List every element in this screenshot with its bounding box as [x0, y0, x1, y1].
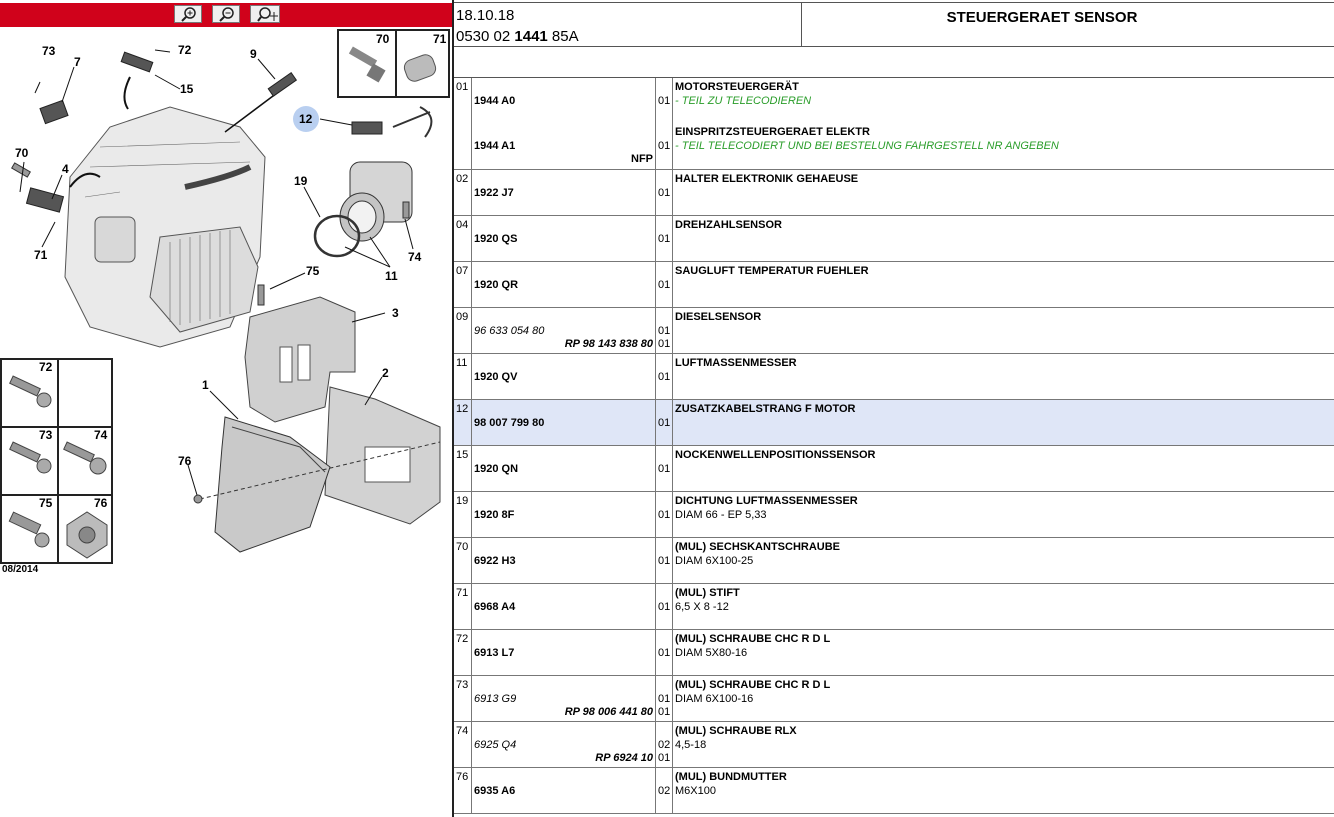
- cell-reference: [472, 308, 656, 353]
- cell-reference: [472, 676, 656, 721]
- part-quantity: 02: [658, 785, 671, 797]
- thumb-label-76: 76: [94, 496, 108, 510]
- part-description: MOTORSTEUERGERÄT: [675, 81, 799, 93]
- row-index: 02: [456, 173, 469, 185]
- cell-quantity: [656, 722, 673, 767]
- zoom-in-button[interactable]: [174, 5, 202, 23]
- thumb-label-71: 71: [433, 32, 447, 46]
- row-index: 04: [456, 219, 469, 231]
- replacement-reference: RP 98 143 838 80: [564, 338, 653, 350]
- cell-quantity: [656, 170, 673, 215]
- part-description: NOCKENWELLENPOSITIONSSENSOR: [675, 449, 876, 461]
- cell-reference: [472, 400, 656, 445]
- part-description: LUFTMASSENMESSER: [675, 357, 797, 369]
- cell-index: [454, 78, 472, 169]
- table-row[interactable]: [454, 262, 1334, 308]
- part-quantity: 01: [658, 417, 671, 429]
- header-reference: 0530 02 1441 85A: [456, 28, 579, 45]
- part-note: M6X100: [675, 785, 716, 797]
- row-index: 73: [456, 679, 469, 691]
- callout-9: 9: [250, 47, 257, 61]
- header-title-box: [802, 2, 1334, 47]
- cell-reference: [472, 492, 656, 537]
- part-description: ZUSATZKABELSTRANG F MOTOR: [675, 403, 856, 415]
- cell-reference: [472, 354, 656, 399]
- part-quantity: 01: [658, 509, 671, 521]
- cell-index: [454, 492, 472, 537]
- cell-description: [673, 676, 1334, 721]
- table-row[interactable]: [454, 722, 1334, 768]
- cell-reference: [472, 78, 656, 169]
- replacement-quantity: 01: [658, 752, 671, 764]
- cell-quantity: [656, 584, 673, 629]
- part-description: (MUL) BUNDMUTTER: [675, 771, 787, 783]
- cell-description: [673, 584, 1334, 629]
- parts-pane: [454, 0, 1334, 817]
- zoom-in-icon: [181, 7, 197, 22]
- part-quantity-alt: 01: [658, 140, 671, 152]
- thumb-label-75: 75: [39, 496, 53, 510]
- part-description: DIESELSENSOR: [675, 311, 762, 323]
- thumb-grid-screws: [0, 358, 113, 564]
- part-reference: 98 007 799 80: [474, 417, 545, 429]
- cell-quantity: [656, 216, 673, 261]
- cell-description: [673, 78, 1334, 169]
- part-note: - TEIL ZU TELECODIEREN: [675, 95, 812, 107]
- cell-quantity: [656, 676, 673, 721]
- part-quantity: 01: [658, 555, 671, 567]
- part-reference: 96 633 054 80: [474, 325, 545, 337]
- callout-12[interactable]: 12: [299, 112, 313, 126]
- part-quantity: 01: [658, 463, 671, 475]
- diagram-date: 08/2014: [2, 564, 39, 575]
- diagram-pane: [0, 0, 452, 817]
- part-description: (MUL) SCHRAUBE CHC R D L: [675, 633, 831, 645]
- zoom-pan-icon: [257, 7, 279, 22]
- cell-description: [673, 446, 1334, 491]
- thumb-label-72: 72: [39, 360, 53, 374]
- row-index: 70: [456, 541, 469, 553]
- callout-2: 2: [382, 366, 389, 380]
- cell-quantity: [656, 308, 673, 353]
- part-note: 4,5-18: [675, 739, 707, 751]
- header-date: 18.10.18: [456, 7, 515, 24]
- replacement-quantity: 01: [658, 338, 671, 350]
- part-note: DIAM 6X100-16: [675, 693, 754, 705]
- cell-description: [673, 354, 1334, 399]
- callout-76: 76: [178, 454, 192, 468]
- part-quantity: 01: [658, 647, 671, 659]
- thumb-label-74: 74: [94, 428, 108, 442]
- callout-1: 1: [202, 378, 209, 392]
- part-reference: 1920 QS: [474, 233, 518, 245]
- cell-index: [454, 170, 472, 215]
- cell-index: [454, 768, 472, 813]
- part-description: (MUL) SECHSKANTSCHRAUBE: [675, 541, 840, 553]
- part-reference-alt: 1944 A1: [474, 140, 516, 152]
- table-row[interactable]: [454, 538, 1334, 584]
- cell-description: [673, 262, 1334, 307]
- cell-reference: [472, 768, 656, 813]
- part-description: (MUL) SCHRAUBE RLX: [675, 725, 797, 737]
- cell-description: [673, 400, 1334, 445]
- part-quantity: 01: [658, 233, 671, 245]
- cell-reference: [472, 584, 656, 629]
- part-quantity: 01: [658, 371, 671, 383]
- row-index: 72: [456, 633, 469, 645]
- cell-description: [673, 216, 1334, 261]
- cell-reference: [472, 170, 656, 215]
- cell-quantity: [656, 262, 673, 307]
- cell-index: [454, 216, 472, 261]
- callout-73: 73: [42, 44, 56, 58]
- thumb-label-70: 70: [376, 32, 390, 46]
- nfp-flag: NFP: [631, 153, 653, 165]
- cell-quantity: [656, 492, 673, 537]
- part-reference: 1920 8F: [474, 509, 515, 521]
- cell-description: [673, 722, 1334, 767]
- table-row[interactable]: [454, 78, 1334, 170]
- part-quantity: 01: [658, 187, 671, 199]
- table-row[interactable]: [454, 216, 1334, 262]
- table-row[interactable]: [454, 584, 1334, 630]
- row-index: 11: [456, 357, 468, 369]
- part-quantity: 01: [658, 601, 671, 613]
- part-note: DIAM 6X100-25: [675, 555, 754, 567]
- part-note: 6,5 X 8 -12: [675, 601, 729, 613]
- zoom-pan-button[interactable]: [250, 5, 280, 23]
- callout-70: 70: [15, 146, 29, 160]
- cell-index: [454, 722, 472, 767]
- replacement-quantity: 01: [658, 706, 671, 718]
- cell-index: [454, 308, 472, 353]
- part-description-alt: EINSPRITZSTEUERGERAET ELEKTR: [675, 126, 870, 138]
- cell-reference: [472, 722, 656, 767]
- table-row[interactable]: [454, 492, 1334, 538]
- table-row[interactable]: [454, 400, 1334, 446]
- replacement-reference: RP 6924 10: [595, 752, 653, 764]
- callout-71: 71: [34, 248, 48, 262]
- part-quantity: 01: [658, 325, 671, 337]
- cell-reference: [472, 538, 656, 583]
- cell-description: [673, 768, 1334, 813]
- part-quantity: 02: [658, 739, 671, 751]
- row-index: 15: [456, 449, 469, 461]
- cell-quantity: [656, 630, 673, 675]
- cell-index: [454, 446, 472, 491]
- cell-reference: [472, 262, 656, 307]
- part-reference: 6968 A4: [474, 601, 516, 613]
- row-index: 09: [456, 311, 469, 323]
- part-reference: 1920 QR: [474, 279, 519, 291]
- cell-index: [454, 584, 472, 629]
- part-reference: 6935 A6: [474, 785, 516, 797]
- cell-index: [454, 676, 472, 721]
- part-description: DREHZAHLSENSOR: [675, 219, 782, 231]
- row-index: 01: [456, 81, 469, 93]
- callout-19: 19: [294, 174, 308, 188]
- cell-quantity: [656, 354, 673, 399]
- part-description: SAUGLUFT TEMPERATUR FUEHLER: [675, 265, 869, 277]
- part-note: DIAM 5X80-16: [675, 647, 748, 659]
- part-reference: 6913 G9: [474, 693, 517, 705]
- cell-index: [454, 400, 472, 445]
- cell-index: [454, 262, 472, 307]
- thumb-label-73: 73: [39, 428, 53, 442]
- thumb-box-70-71: [337, 29, 450, 98]
- row-index: 12: [456, 403, 469, 415]
- part-note-alt: - TEIL TELECODIERT UND BEI BESTELUNG FAHRGESTELL NR ANGEBEN: [675, 140, 1059, 152]
- row-index: 74: [456, 725, 469, 737]
- part-description: HALTER ELEKTRONIK GEHAEUSE: [675, 173, 859, 185]
- table-row[interactable]: [454, 354, 1334, 400]
- zoom-out-button[interactable]: [212, 5, 240, 23]
- diagram-toolbar: [0, 3, 452, 27]
- cell-quantity: [656, 78, 673, 169]
- part-reference: 1920 QN: [474, 463, 519, 475]
- cell-quantity: [656, 538, 673, 583]
- cell-quantity: [656, 400, 673, 445]
- part-quantity: 01: [658, 95, 671, 107]
- page-title: STEUERGERAET SENSOR: [946, 9, 1138, 26]
- table-row[interactable]: [454, 170, 1334, 216]
- table-row[interactable]: [454, 676, 1334, 722]
- row-index: 76: [456, 771, 469, 783]
- row-index: 71: [456, 587, 469, 599]
- row-index: 19: [456, 495, 469, 507]
- replacement-reference: RP 98 006 441 80: [564, 706, 653, 718]
- part-quantity: 01: [658, 279, 671, 291]
- zoom-out-icon: [219, 7, 235, 22]
- part-reference: 1920 QV: [474, 371, 518, 383]
- part-description: DICHTUNG LUFTMASSENMESSER: [675, 495, 858, 507]
- cell-description: [673, 538, 1334, 583]
- part-description: (MUL) SCHRAUBE CHC R D L: [675, 679, 831, 691]
- cell-description: [673, 630, 1334, 675]
- callout-11: 11: [385, 269, 398, 283]
- part-quantity: 01: [658, 693, 671, 705]
- callout-75: 75: [306, 264, 320, 278]
- cell-index: [454, 630, 472, 675]
- cell-index: [454, 538, 472, 583]
- table-row[interactable]: [454, 446, 1334, 492]
- callout-7: 7: [74, 55, 81, 69]
- part-note: DIAM 66 - EP 5,33: [675, 509, 767, 521]
- callout-3: 3: [392, 306, 399, 320]
- part-reference: 6925 Q4: [474, 739, 517, 751]
- cell-reference: [472, 216, 656, 261]
- part-reference: 6922 H3: [474, 555, 516, 567]
- cell-description: [673, 170, 1334, 215]
- cell-quantity: [656, 446, 673, 491]
- row-index: 07: [456, 265, 469, 277]
- part-reference: 1944 A0: [474, 95, 516, 107]
- cell-reference: [472, 446, 656, 491]
- cell-description: [673, 492, 1334, 537]
- part-description: (MUL) STIFT: [675, 587, 740, 599]
- part-reference: 6913 L7: [474, 647, 515, 659]
- cell-index: [454, 354, 472, 399]
- table-row[interactable]: [454, 308, 1334, 354]
- callout-72: 72: [178, 43, 192, 57]
- callout-74: 74: [408, 250, 422, 264]
- cell-reference: [472, 630, 656, 675]
- table-row[interactable]: [454, 630, 1334, 676]
- callout-15: 15: [180, 82, 194, 96]
- cell-description: [673, 308, 1334, 353]
- table-row[interactable]: [454, 768, 1334, 814]
- callout-4: 4: [62, 162, 69, 176]
- cell-quantity: [656, 768, 673, 813]
- part-reference: 1922 J7: [474, 187, 514, 199]
